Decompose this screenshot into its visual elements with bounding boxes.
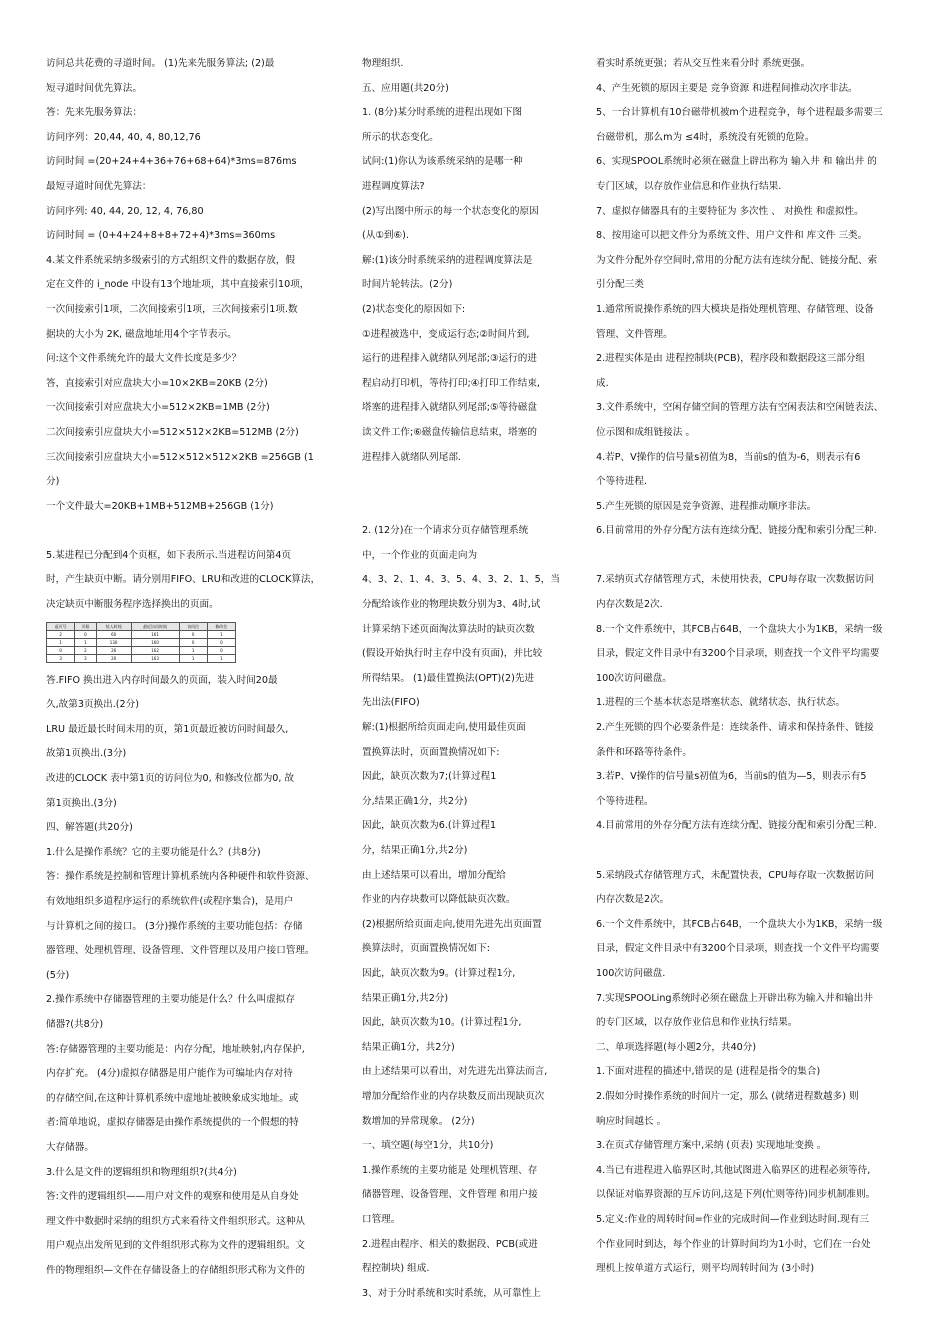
- table-cell: 1: [47, 638, 75, 646]
- text-line: 分，结果正确1分,共2分): [362, 845, 468, 856]
- text-line: 1. (8分)某分时系统的进程出现如下图: [362, 107, 523, 119]
- text-line: 久,故第3页换出.(2分): [46, 699, 139, 711]
- text-line: 目录，假定文件目录中有3200个目录项，则查找一个文件平均需要: [596, 648, 880, 660]
- text-line: 解:(1)根据所给页面走向,使用最佳页面: [362, 722, 526, 734]
- page-frame-table: [46, 622, 236, 663]
- text-line: 问:这个文件系统允许的最大文件长度是多少？: [46, 353, 242, 365]
- text-line: 故第1页换出.(3分): [46, 748, 127, 760]
- text-line: (2)状态变化的原因如下:: [362, 303, 466, 315]
- text-line: 所得结果。 (1)最佳置换法(OPT)(2)先进: [362, 672, 535, 684]
- text-line: 最短寻道时间优先算法：: [46, 180, 152, 192]
- table-row: [47, 646, 236, 654]
- text-line: 作业的内存块数可以降低缺页次数。: [362, 894, 516, 906]
- text-line: 7、虚拟存储器具有的主要特征为 多次性 、 对换性 和虚拟性。: [596, 205, 864, 217]
- text-line: 决定缺页中断服务程序选择换出的页面。: [46, 599, 219, 611]
- blank-line: [596, 839, 908, 864]
- text-line: 1.什么是操作系统？它的主要功能是什么？(共8分): [46, 846, 261, 858]
- text-line: 短寻道时间优先算法。: [46, 82, 142, 94]
- blank-line: [596, 544, 908, 569]
- table-row: [47, 638, 236, 646]
- table-cell: 0: [47, 646, 75, 654]
- text-line: 口管理。: [362, 1213, 401, 1225]
- table-cell: 0: [179, 638, 207, 646]
- text-line: 由上述结果可以看出，增加分配给: [362, 869, 506, 881]
- text-line: 进程调度算法?: [362, 180, 425, 192]
- column-right: [596, 52, 908, 1282]
- text-line: 分,结果正确1分，共2分): [362, 795, 468, 807]
- table-header-cell: 访问位: [179, 622, 207, 630]
- table-header-cell: 最近访问时间: [131, 622, 179, 630]
- text-line: 5.某进程已分配到4个页框，如下表所示.当进程访问第4页: [46, 549, 292, 561]
- text-line: 二、单项选择题(每小题2分，共40分): [596, 1041, 757, 1053]
- table-cell: 2: [75, 646, 97, 654]
- table-cell: 3: [47, 654, 75, 662]
- table-cell: 26: [96, 646, 131, 654]
- text-line: 5.定义:作业的周转时间=作业的完成时间—作业到达时间.现有三: [596, 1213, 869, 1225]
- table-cell: 60: [96, 630, 131, 638]
- table-cell: 1: [179, 654, 207, 662]
- text-line: 以保证对临界资源的互斥访问,这是下列(忙则等待)同步机制准则。: [596, 1189, 876, 1201]
- text-line: 答：先来先服务算法：: [46, 107, 142, 119]
- text-line: 所示的状态变化。: [362, 131, 439, 143]
- text-line: 个等待进程。: [596, 795, 654, 807]
- text-line: 访问序列: 40, 44, 20, 12, 4, 76,80: [46, 205, 204, 217]
- text-line: 有效地组织多道程序运行的系统软件(或程序集合)，是用户: [46, 896, 294, 907]
- text-line: 8、按用途可以把文件分为系统文件、用户文件和 库文件 三类。: [596, 230, 868, 242]
- text-line: 分): [46, 476, 60, 488]
- text-line: 时间片轮转法。(2分): [362, 279, 453, 291]
- text-line: 8.一个文件系统中，其FCB占64B，一个盘块大小为1KB，采纳一级: [596, 623, 883, 635]
- text-line: 储器管理、设备管理、文件管理 和用户接: [362, 1189, 538, 1201]
- table-cell: 1: [207, 654, 235, 662]
- column-left: [46, 52, 338, 1284]
- text-line: 4、产生死锁的原因主要是 竞争资源 和进程间推动次序非法。: [596, 82, 858, 94]
- text-line: 因此，缺页次数为7;(计算过程1: [362, 771, 497, 783]
- text-line: 置换算法时，页面置换情况如下:: [362, 746, 500, 758]
- text-line: 3、对于分时系统和实时系统，从可靠性上: [362, 1287, 541, 1299]
- text-line: 7.采纳页式存储管理方式，未使用快表，CPU每存取一次数据访问: [596, 574, 875, 586]
- table-header-cell: 修改位: [207, 622, 235, 630]
- text-line: 增加分配给作业的内存块数反而出现缺页次: [362, 1090, 545, 1102]
- text-line: 的存储空间,在这种计算机系统中虚地址被映象成实地址。或: [46, 1092, 299, 1104]
- text-line: 台磁带机，那么m为 ≤4时，系统没有死锁的危险。: [596, 131, 815, 143]
- text-line: 三次间接索引应盘块大小=512×512×512×2KB =256GB (1: [46, 451, 314, 463]
- text-line: 据块的大小为 2K, 磁盘地址用4个字节表示。: [46, 328, 237, 340]
- text-line: 专门区域，以存放作业信息和作业执行结果.: [596, 180, 782, 192]
- text-line: 运行的进程排入就绪队列尾部;③运行的进: [362, 353, 537, 365]
- table-cell: 1: [179, 646, 207, 654]
- text-line: 4.当已有进程进入临界区时,其他试图进入临界区的进程必须等待,: [596, 1164, 871, 1176]
- table-cell: 163: [131, 654, 179, 662]
- text-line: 3.文件系统中，空闲存储空间的管理方法有空闲表法和空闲链表法、: [596, 402, 884, 414]
- text-line: 6.一个文件系统中，其FCB占64B，一个盘块大小为1KB，采纳一级: [596, 918, 883, 930]
- text-line: 3.若P、V操作的信号量s初值为6，当前s的值为—5，则表示有5: [596, 771, 867, 783]
- text-line: 4.目前常用的外存分配方法有连续分配、链接分配和索引分配三种.: [596, 820, 877, 832]
- text-line: (2)写出图中所示的每一个状态变化的原因: [362, 205, 539, 217]
- text-line: 2.产生死锁的四个必要条件是：连续条件、请求和保持条件、链接: [596, 722, 874, 734]
- text-line: 1.通常所说操作系统的四大模块是指处理机管理、存储管理、设备: [596, 303, 874, 315]
- text-line: 与计算机之间的接口。 (3分)操作系统的主要功能包括：存储: [46, 920, 303, 932]
- text-line: 2.操作系统中存储器管理的主要功能是什么？什么叫虚拟存: [46, 994, 295, 1006]
- text-line: 者:简单地说，虚拟存储器是由操作系统提供的一个假想的特: [46, 1117, 299, 1129]
- text-line: 因此，缺页次数为9。(计算过程1分,: [362, 967, 516, 979]
- text-line: 理文件中数据时采纳的组织方式来看待文件组织形式。这种从: [46, 1215, 306, 1227]
- text-line: 定在文件的 i_node 中设有13个地址项，其中直接索引10项，: [46, 279, 310, 291]
- text-line: 用户观点出发所见到的文件组织形式称为文件的逻辑组织。文: [46, 1240, 306, 1252]
- text-line: 计算采纳下述页面淘汰算法时的缺页次数: [362, 623, 535, 635]
- text-line: 件的物理组织—文件在存储设备上的存储组织形式称为文件的: [46, 1264, 306, 1276]
- text-line: 个作业同时到达，每个作业的计算时间均为1小时，它们在一台处: [596, 1238, 871, 1250]
- text-line: 2.假如分时操作系统的时间片一定，那么 (就绪进程数越多) 则: [596, 1090, 859, 1102]
- table-cell: 0: [75, 630, 97, 638]
- text-line: 6.目前常用的外存分配方法有连续分配、链接分配和索引分配三种.: [596, 525, 877, 537]
- text-line: 大存储器。: [46, 1141, 94, 1153]
- text-line: 4、3、2、1、4、3、5、4、3、2、1、5，当: [362, 574, 560, 586]
- text-line: 2.进程由程序、相关的数据段、PCB(或进: [362, 1238, 538, 1250]
- text-line: 1.下面对进程的描述中,错误的是 (进程是指令的集合): [596, 1066, 821, 1078]
- text-line: 结果正确1分，共2分): [362, 1041, 455, 1053]
- table-row: [47, 630, 236, 638]
- text-line: 理机上按单道方式运行，则平均周转时间为 (3小时): [596, 1263, 815, 1275]
- text-line: 答，直接索引对应盘块大小=10×2KB=20KB (2分): [46, 377, 268, 389]
- text-line: 二次间接索引应盘块大小=512×512×2KB=512MB (2分): [46, 426, 299, 438]
- text-line: 1.操作系统的主要功能是 处理机管理、存: [362, 1164, 538, 1176]
- table-cell: 0: [207, 638, 235, 646]
- table-cell: 20: [96, 654, 131, 662]
- text-line: 一次间接索引1项，二次间接索引1项，三次间接索引1项.数: [46, 303, 298, 315]
- text-line: 3.什么是文件的逻辑组织和物理组织?(共4分): [46, 1166, 237, 1178]
- text-line: 答：操作系统是控制和管理计算机系统内各种硬件和软件资源、: [46, 871, 315, 883]
- text-line: 一、填空题(每空1分，共10分): [362, 1140, 494, 1152]
- text-line: 由上述结果可以看出，对先进先出算法而言,: [362, 1066, 548, 1078]
- text-line: 5、一台计算机有10台磁带机被m个进程竞争，每个进程最多需要三: [596, 107, 883, 119]
- text-line: 3.在页式存储管理方案中,采纳 (页表) 实现地址变换 。: [596, 1140, 827, 1152]
- text-line: 器管理、处理机管理、设备管理、文件管理以及用户接口管理。: [46, 945, 315, 957]
- text-line: 4.某文件系统采纳多级索引的方式组织文件的数据存放，假: [46, 254, 295, 266]
- text-line: 解:(1)该分时系统采纳的进程调度算法是: [362, 254, 533, 266]
- text-line: 改进的CLOCK 表中第1页的访问位为0, 和修改位都为0, 故: [46, 773, 295, 785]
- text-line: 中，一个作业的页面走向为: [362, 549, 478, 561]
- text-line: 进程排入就绪队列尾部.: [362, 451, 461, 463]
- text-line: 程控制块) 组成.: [362, 1263, 430, 1275]
- text-line: 分配给该作业的物理块数分别为3、4时,试: [362, 599, 541, 611]
- text-line: 时，产生缺页中断。请分别用FIFO、LRU和改进的CLOCK算法，: [46, 574, 321, 586]
- text-line: 一次间接索引对应盘块大小=512×2KB=1MB (2分): [46, 402, 270, 414]
- table-cell: 1: [207, 630, 235, 638]
- text-line: 第1页换出.(3分): [46, 797, 117, 809]
- text-line: 响应时间越长 。: [596, 1115, 667, 1127]
- text-line: 内存次数是2次。: [596, 894, 670, 906]
- table-row: [47, 654, 236, 662]
- text-line: 看实时系统更强；若从交互性来看分时 系统更强。: [596, 58, 811, 69]
- text-line: 一个文件最大=20KB+1MB+512MB+256GB (1分): [46, 500, 274, 512]
- text-line: 2. (12分)在一个请求分页存储管理系统: [362, 525, 529, 537]
- text-line: 为文件分配外存空间时,常用的分配方法有连续分配、链接分配、索: [596, 254, 878, 266]
- text-line: ①进程被选中，变成运行态;②时间片到,: [362, 328, 530, 340]
- table-cell: 2: [47, 630, 75, 638]
- text-line: 访问时间 =(20+24+4+36+76+68+64)*3ms=876ms: [46, 156, 297, 168]
- text-line: 4.若P、V操作的信号量s初值为8，当前s的值为-6，则表示有6: [596, 451, 861, 463]
- text-line: 6、实现SPOOL系统时必须在磁盘上辟出称为 输入井 和 输出井 的: [596, 156, 877, 168]
- text-line: 2.进程实体是由 进程控制块(PCB)，程序段和数据段这三部分组: [596, 353, 866, 365]
- text-line: 答.FIFO 换出进入内存时间最久的页面，装入时间20最: [46, 674, 278, 686]
- text-line: LRU 最近最长时间未用的页，第1页最近被访问时间最久,: [46, 723, 289, 735]
- text-line: 的专门区域，以存放作业信息和作业执行结果。: [596, 1017, 798, 1029]
- text-line: 100次访问磁盘。: [596, 672, 672, 684]
- table-cell: 161: [131, 630, 179, 638]
- text-line: (5分): [46, 969, 70, 981]
- text-line: (从①到⑥).: [362, 230, 409, 242]
- text-line: 因此，缺页次数为6.(计算过程1: [362, 820, 497, 832]
- table-cell: 1: [75, 638, 97, 646]
- text-line: 个等待进程.: [596, 476, 648, 488]
- text-line: (2)根据所给页面走向,使用先进先出页面置: [362, 918, 542, 930]
- text-line: 程启动打印机，等待打印;④打印工作结束,: [362, 377, 540, 389]
- text-line: 塔塞的进程排入就绪队列尾部;⑤等待磁盘: [362, 402, 537, 414]
- text-line: 访问序列：20,44, 40, 4, 80,12,76: [46, 131, 201, 143]
- text-line: 条件和环路等待条件。: [596, 746, 692, 758]
- text-line: 100次访问磁盘.: [596, 967, 666, 979]
- table-header-cell: 装入时间: [96, 622, 131, 630]
- text-line: 五、应用题(共20分): [362, 82, 449, 94]
- text-line: 答:存储器管理的主要功能是：内存分配，地址映射,内存保护,: [46, 1043, 305, 1055]
- table-cell: 160: [131, 638, 179, 646]
- text-line: 管理、文件管理。: [596, 328, 673, 340]
- table-header-cell: 页框: [75, 622, 97, 630]
- table-cell: 130: [96, 638, 131, 646]
- text-line: 成.: [596, 377, 609, 389]
- text-line: 读文件工作;⑥磁盘传输信息结束，塔塞的: [362, 426, 537, 438]
- text-line: 引分配三类: [596, 279, 644, 291]
- table-cell: 3: [75, 654, 97, 662]
- text-line: 目录，假定文件目录中有3200个目录项，则查找一个文件平均需要: [596, 943, 880, 955]
- text-line: 试问:(1)你认为该系统采纳的是哪一种: [362, 156, 523, 168]
- text-line: 因此，缺页次数为10。(计算过程1分,: [362, 1017, 522, 1029]
- text-line: 答:文件的逻辑组织——用户对文件的观察和使用是从自身处: [46, 1191, 299, 1203]
- text-line: 换算法时，页面置换情况如下:: [362, 943, 490, 955]
- text-line: 四、解答题(共20分): [46, 822, 133, 834]
- text-line: 储器?(共8分): [46, 1018, 104, 1030]
- text-line: 数增加的异常现象。 (2分): [362, 1115, 475, 1127]
- text-line: 1.进程的三个基本状态是塔塞状态、就绪状态、执行状态。: [596, 697, 845, 709]
- text-line: 5.产生死锁的原因是竞争资源、进程推动顺序非法。: [596, 500, 817, 512]
- text-line: 内存次数是2次.: [596, 599, 663, 611]
- text-line: 物理组织.: [362, 58, 404, 69]
- text-line: 先出法(FIFO): [362, 697, 420, 709]
- table-cell: 162: [131, 646, 179, 654]
- text-line: 位示图和成组链接法 。: [596, 426, 695, 438]
- text-line: 7.实现SPOOLing系统时必须在磁盘上开辟出称为输入井和输出井: [596, 992, 873, 1004]
- table-cell: 0: [179, 630, 207, 638]
- table-cell: 0: [207, 646, 235, 654]
- text-line: (假设开始执行时主存中没有页面)，并比较: [362, 648, 543, 660]
- blank-line: [46, 519, 338, 544]
- text-line: 结果正确1分,共2分): [362, 992, 449, 1004]
- text-line: 内存扩充。 (4分)虚拟存储器是用户能作为可编址内存对待: [46, 1068, 293, 1080]
- text-line: 5.采纳段式存储管理方式，未配置快表，CPU每存取一次数据访问: [596, 869, 875, 881]
- table-header-cell: 虚页号: [47, 622, 75, 630]
- text-line: 访问时间 = (0+4+24+8+8+72+4)*3ms=360ms: [46, 230, 276, 242]
- text-line: 访问总共花费的寻道时间。 (1)先来先服务算法; (2)最: [46, 58, 275, 69]
